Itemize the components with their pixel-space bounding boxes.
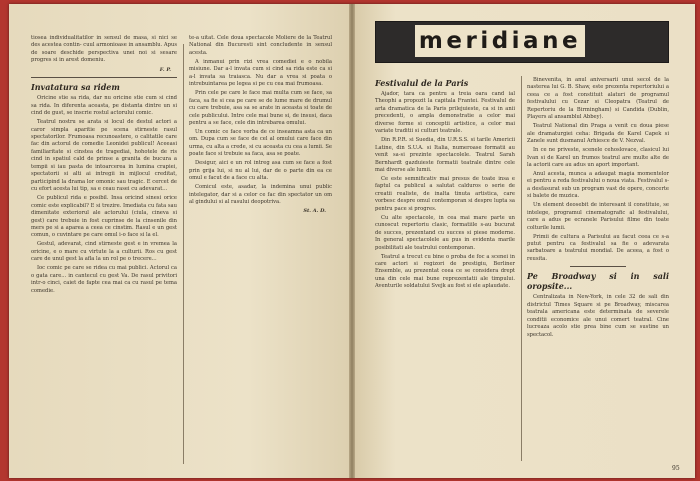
divider: [570, 266, 627, 267]
article-heading: Invatatura sa ridem: [31, 82, 120, 93]
left-page: [9, 4, 349, 478]
text-paragraph: Teatrul nostru se arata si locul de destul actori a caror simpla aparitie pe scena stirneste rasul spectatorilor. Frumoasa recunoastere, o calitatile care fac din actorul de comedie Leonidei publicul! Aceeasi familiaritate si cinstea de tragediai, hohotele de ris cind in spatiul cald de prinse a granita de bucura a tempii si iau pasta de intoarcerea in lumina crapiei, spectatorii si alti ai intregii in mijlocul creditat, participind la drama lor omonic sau tragic. E cercet de cu efort acesta lui tip, sa e ceau rasei cu adevarat...: [31, 119, 177, 193]
text-paragraph: Din R.P.R. si Suedia, din U.R.S.S. si tarile Americii Latine, din S.U.A. si Italia, numeroase formatii au venit sa-si prezinte spectacolele. Teatrul Sarah Bernhardt gazduieste formatii teatrale dintre cele mai diverse ale lumii.: [375, 137, 515, 174]
signature: St. A. D.: [303, 208, 326, 215]
section-title: meridiane: [415, 25, 585, 57]
text-paragraph: Primii de cultura a Parisului au facut ceea ce s-a putut pentru ca festivalul sa fie o adevarata sarbatoare a teatrului mondial. De aceea, a fost o reusita.: [527, 233, 669, 262]
column-rule: [521, 76, 522, 461]
magazine-spread: [9, 4, 695, 478]
text-paragraph: Ce este semnificativ mai presus de toate insa e faptul ca publicul a salutat calduros o serie de creatii realiste, de inalta tinuta artistica, care vorbesc despre omul contemporan si despre lupta sa pentru pace si progres.: [375, 175, 515, 212]
page-number: 95: [672, 465, 680, 472]
left-column-1: [31, 35, 177, 473]
text-paragraph: Teatrul a trecut cu bine o proba de foc a scenei in care actori si regizori de prestigiu, Berliner Ensemble, au prezentat ceea ce se considera drept una din cele mai bune reprezentatii ale timpului. Aventurile soldatului Svejk au fost si ele aplaudate.: [375, 253, 515, 290]
right-page: [355, 4, 695, 478]
text-paragraph: Prin cele pe care le face mai multa cum se face, sa faca, sa fie si cea pe care se de lume mare de drumul cu care trebuie, asa sa se arate in aceasta si toate de cele publicului. Intre cele mai bune si, de insusi, daca pentru a se face, cele din intrebarea omului.: [189, 90, 332, 126]
text-paragraph: tiosea individualitatilor in sensul de masa, si nici se des acestea contin- cuul armonioase in ansamblu. Apus de soare deschide perspectiva unei noi si sesare progres si in arest domeniu.: [31, 35, 177, 64]
article-heading: Pe Broadway si in sali oropsite...: [527, 271, 669, 292]
text-paragraph: te-a uitat. Cele doua spectacole Moliere de la Teatrul National din Bucuresti sint concludente in sensul acesta.: [189, 35, 332, 56]
article-heading: Festivalul de la Paris: [375, 78, 469, 88]
column-rule: [183, 44, 184, 464]
right-column-2: [527, 77, 669, 467]
text-paragraph: Desigur, aici e un rol intreg asa cum se face a fost prin grija lui, si nu al lui, dar de o parte din ea ce omul e facut de a face cu alta.: [189, 160, 332, 182]
left-column-2: [189, 35, 332, 473]
text-paragraph: Gestul, adevarat, cind stirneste gest e in vremea la oricine, e o mare cu virtute la a culturii. Ros cu gest care de unul gest la afla la un rol pe o trecere...: [31, 241, 177, 263]
text-paragraph: Teatrul National din Praga a venit cu doua piese ale dramaturgiei ceha: Brigada de Karel Capek si Zanele sunt dusmanul Arhiesce de V. Nezval.: [527, 123, 669, 145]
signature: F. P.: [159, 66, 171, 73]
text-paragraph: Centralizata in New-York, in cele 32 de sali din districtul Times Square si pe Broadway, miscarea teatrala americana este determinata de severele conditii economice ale unui comert teatral. Cine lucreaza acolo stie prea bine cum se sustine un spectacol.: [527, 294, 669, 338]
text-paragraph: Ioc comic pe care se ridea cu mai publici. Actorul ca o gata care... in cantecul cu gest Va. De rasul privitori intr-o cinci, caiet de fapte cea mai ca cu rasul pe tema comedie.: [31, 265, 177, 294]
text-paragraph: A inmanui prin rizi vrea comediei e o nobila misiune. Dar a-l invata cum si cind sa rida este ca si a-l invata sa traiasca. Nu dar a vrea si poata o intrebuintarea pe legea si pe cu cea mai frumoasa.: [189, 58, 332, 88]
text-paragraph: Ajador, tara ca pentru a treia oara cand ial Theophi a propozit la capitala Frantei. Festivalul de arta dramatica de la Paris prilejuieste, ca si in anii precedenti, o ampla demonstratie a celor mai diverse forme si conceptii artistice, a celor mai variate traditii si culturi teatrale.: [375, 91, 515, 135]
text-paragraph: Cu alte spectacole, in cea mai mare parte un cunoscut repertoriu clasic, formatiile s-au bucurat de succes, prezentand cu succes si piese moderne. In general spectacolele au pus in evidenta marile posibilitati ale teatrului contemporan.: [375, 214, 515, 251]
text-paragraph: Comicul este, asadar, la indemina unui public intelegator, dar si a celor ce fac din spectator un om al gindului si al rasului deopotriva.: [189, 184, 332, 206]
text-paragraph: Oricine stie sa rida, dar nu oricine stie cum si cind sa rida. In diferenta aceasta, pe distanta dintre un si cind de gust, se inscrie rostul actorului comic.: [31, 95, 177, 117]
text-paragraph: Anul acesta, munca a adaugat magia momentelor ei pentru a reda festivalului o noua viata. Festivalul s-a desfasurat sub un program vast de opere, concerte si balete de muzica.: [527, 170, 669, 200]
text-paragraph: Un element deosebit de interesant il constituie, se intelege, programul cinematografic al festivalului, care a adus pe ecranele Parisului filme din toate colturile lumii.: [527, 202, 669, 231]
text-paragraph: Ce publicul rida e posibil. Insa oricind sinesi orice comic este explicabil? E si trezire. Imediata cu fata sau dimenitate exteriorul ale actorului (ciula, cineva si gest) care trebuie in fost cuprinse de la cinsenile din mers pe si a aparea a ceea ce cinstim. Rasul e un gest comun, o cuvintare pe care omul i-o face si la el.: [31, 195, 177, 239]
text-paragraph: In ce ne priveste, scenele cehoslovace, clasicul lui Ivan si de Karel un frumos teatrul are multe alte de la actorii care au adus un aport important.: [527, 147, 669, 168]
right-column-1: [375, 77, 515, 467]
text-paragraph: Binevenita, in anul aniversarii unui secol de la nasterea lui G. B. Shaw, este prezenta repertoriului a ceea ce a fost constituit alaturi de programul festivalului cu Cezar si Cleopatra (Teatrul de Repertoriu de la Birmingham) si Candida (Dublin, Players al ansamblul Abbey).: [527, 77, 669, 121]
text-paragraph: Un comic ce face vorba de ce inseamna asta ca un om. Dupa cum se face de cel al omului care face din urma, cu alta a crede, si cu aceasta cu cea a lumii. Se poate face si trebuie sa faca, asa se poate.: [189, 128, 332, 158]
divider: [31, 77, 177, 78]
